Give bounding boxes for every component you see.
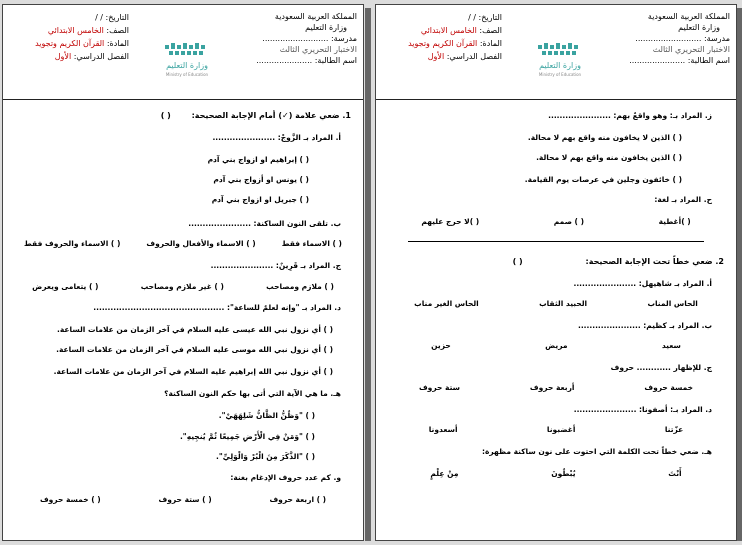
q1-b: ب. تلقى النون الساكنة: ...................... xyxy=(188,219,341,228)
question-divider xyxy=(408,241,704,242)
option[interactable]: خمسة حروف xyxy=(644,383,694,392)
option[interactable]: مِنْ عِلْمٍ xyxy=(430,469,459,478)
option[interactable]: يُبْطُونَ xyxy=(551,469,576,478)
option[interactable]: ( ) ملازم ومصاحب xyxy=(266,282,334,291)
ministry-text: وزارة التعليم xyxy=(305,23,347,32)
option[interactable]: أسعدونا xyxy=(428,425,458,434)
option[interactable]: حزين xyxy=(431,341,451,350)
option[interactable]: أربعة حروف xyxy=(529,383,575,392)
option[interactable]: الحاس المناب xyxy=(647,299,698,308)
kingdom-text: المملكة العربية السعودية xyxy=(647,12,730,21)
option[interactable]: ( ) إبراهيم او ازواج بني آدم xyxy=(207,155,309,164)
svg-text:وزارة التعليم: وزارة التعليم xyxy=(166,61,208,70)
option[interactable]: ( )لا حرج عليهم xyxy=(421,217,480,226)
option[interactable]: أغضبونا xyxy=(546,425,576,434)
grade-field: الصف: الخامس الابتدائي xyxy=(420,26,502,35)
exam-title: الاختبار التحريري الثالث xyxy=(652,45,730,54)
option[interactable]: ( )أغطية xyxy=(658,217,691,226)
option[interactable]: أَنْتَ xyxy=(668,469,682,478)
options-row xyxy=(11,239,355,248)
term-field: الفصل الدراسي: الأول xyxy=(54,52,129,61)
option[interactable]: ( ) "الذَّكَرَ مِنَ الْبُرْ وَالْوَلِيِّ". xyxy=(216,452,315,461)
option[interactable]: الحبيد الثقاب xyxy=(539,299,588,308)
q1-c: ج. المراد بـ قَرِينٌ: ...................... xyxy=(210,261,341,270)
option[interactable]: ( ) جبريل او ازواج بني آدم xyxy=(211,195,309,204)
svg-text:Ministry of Education: Ministry of Education xyxy=(538,72,582,77)
term-field: الفصل الدراسي: الأول xyxy=(427,52,502,61)
q1-e: هـ. ما هي الآية التي أتى بها حكم النون الساكنة؟ xyxy=(164,389,341,398)
option[interactable]: ( ) خائفون وجلين في عرصات يوم القيامة. xyxy=(524,175,682,184)
q2-c: ج. للإظهار ............ حروف xyxy=(610,363,712,372)
q2-b: ب. المراد بـ كظيم: ...................... xyxy=(577,321,712,330)
option[interactable]: مريض xyxy=(545,341,568,350)
header-right xyxy=(249,11,357,66)
options-row xyxy=(384,469,728,478)
student-field: اسم الطالبة: ...................... xyxy=(256,56,357,65)
school-field: مدرسة: .......................... xyxy=(262,34,357,43)
grade-field: الصف: الخامس الابتدائي xyxy=(47,26,129,35)
option[interactable]: ( ) "وَظُنُّ الظَّانُّ شَلِهَهَيْ". xyxy=(218,411,315,420)
exam-page-right xyxy=(375,4,737,541)
date-field: التاريخ: / / xyxy=(95,13,129,22)
option[interactable]: ستة حروف xyxy=(418,383,461,392)
option[interactable]: ( ) "وَمَنْ فِي الْأَرْضِ جَمِيعًا ثُمَّ يُنجِيهِ". xyxy=(179,432,315,441)
page-shadow xyxy=(365,8,371,541)
school-field: مدرسة: .......................... xyxy=(635,34,730,43)
options-row xyxy=(384,341,728,350)
ministry-text: وزارة التعليم xyxy=(678,23,720,32)
subject-field: المادة: القرآن الكريم وتجويد xyxy=(35,39,129,48)
q2-e: هـ. ضعي خطاً تحت الكلمة التي احتوت على نون ساكنة مظهرة: xyxy=(481,447,712,456)
option[interactable]: ( ) الذين لا يخافون منه واقع بهم لا محالة. xyxy=(527,133,682,142)
q1-f: و. كم عدد حروف الإدغام بغنة: xyxy=(230,473,341,482)
page-shadow xyxy=(737,8,742,541)
header-left xyxy=(382,11,502,63)
option[interactable]: عزّتنا xyxy=(664,425,684,434)
option[interactable]: ( ) ستة حروف xyxy=(158,495,212,504)
q2-d: د. المراد بـ: أصفونا: ...................... xyxy=(573,405,712,414)
header-divider xyxy=(3,99,363,100)
q2-a: أ. المراد بـ شاهيهل: ...................... xyxy=(573,279,712,288)
header-right xyxy=(622,11,730,66)
header-left xyxy=(9,11,129,63)
option[interactable]: ( ) أي نزول نبي الله عيسى عليه السلام في آخر الزمان من علامات الساعة. xyxy=(57,325,333,334)
option[interactable]: سعيد xyxy=(661,341,681,350)
ministry-logo xyxy=(159,41,215,81)
subject-field: المادة: القرآن الكريم وتجويد xyxy=(408,39,502,48)
q1-d: د. المراد بـ "وإنه لعلمٌ للساعة": .............................................. xyxy=(93,303,341,312)
exam-title: الاختبار التحريري الثالث xyxy=(279,45,357,54)
options-row xyxy=(384,217,728,226)
page-header xyxy=(9,11,357,95)
option[interactable]: ( ) يونس او أزواج بني آدم xyxy=(213,175,309,184)
question-1-title: 1. ضعي علامة (✓) أمام الإجابة الصحيحة: ( ) xyxy=(160,111,351,120)
q1-a: أ. المراد بـ الزَّوجْ: ...................... xyxy=(212,133,341,142)
option[interactable]: ( ) الاسماء فقط xyxy=(281,239,342,248)
option[interactable]: الحاس الغير مناب xyxy=(414,299,479,308)
option[interactable]: ( ) الاسماء والحروف فقط xyxy=(24,239,121,248)
exam-page-left xyxy=(2,4,364,541)
option[interactable]: ( ) أي نزول نبي الله موسى عليه السلام في آخر الزمان من علامات الساعة. xyxy=(56,345,333,354)
q1-h: ح. المراد بـ لغة: xyxy=(654,195,712,204)
options-row xyxy=(384,383,728,392)
option[interactable]: ( ) خمسة حروف xyxy=(39,495,101,504)
svg-text:Ministry of Education: Ministry of Education xyxy=(165,72,209,77)
option[interactable]: ( ) يتعامى ويعرض xyxy=(32,282,99,291)
option[interactable]: ( ) الذين يخافون منه واقع بهم لا محالة. xyxy=(536,153,682,162)
date-field: التاريخ: / / xyxy=(468,13,502,22)
kingdom-text: المملكة العربية السعودية xyxy=(274,12,357,21)
option[interactable]: ( ) اربعة حروف xyxy=(269,495,327,504)
question-2-title: 2. ضعي خطاً تحت الإجابة الصحيحة: ( ) xyxy=(512,257,724,266)
option[interactable]: ( ) أي نزول نبي الله إبراهيم عليه السلام في آخر الزمان من علامات الساعة. xyxy=(53,367,333,376)
option[interactable]: ( ) غير ملازم ومصاحب xyxy=(140,282,224,291)
option[interactable]: ( ) الاسماء والأفعال والحروف xyxy=(146,239,256,248)
q1-z: ز. المراد بـ: وهو واقعٌ بهم: ...................... xyxy=(548,111,712,120)
header-divider xyxy=(376,99,736,100)
option[interactable]: ( ) صمم xyxy=(553,217,585,226)
options-row xyxy=(384,425,728,434)
options-row xyxy=(384,299,728,308)
student-field: اسم الطالبة: ...................... xyxy=(629,56,730,65)
options-row xyxy=(11,282,355,291)
questions-section xyxy=(384,105,728,534)
page-header xyxy=(382,11,730,95)
options-row xyxy=(11,495,355,504)
questions-section xyxy=(11,105,355,534)
svg-text:وزارة التعليم: وزارة التعليم xyxy=(539,61,581,70)
ministry-logo xyxy=(532,41,588,81)
